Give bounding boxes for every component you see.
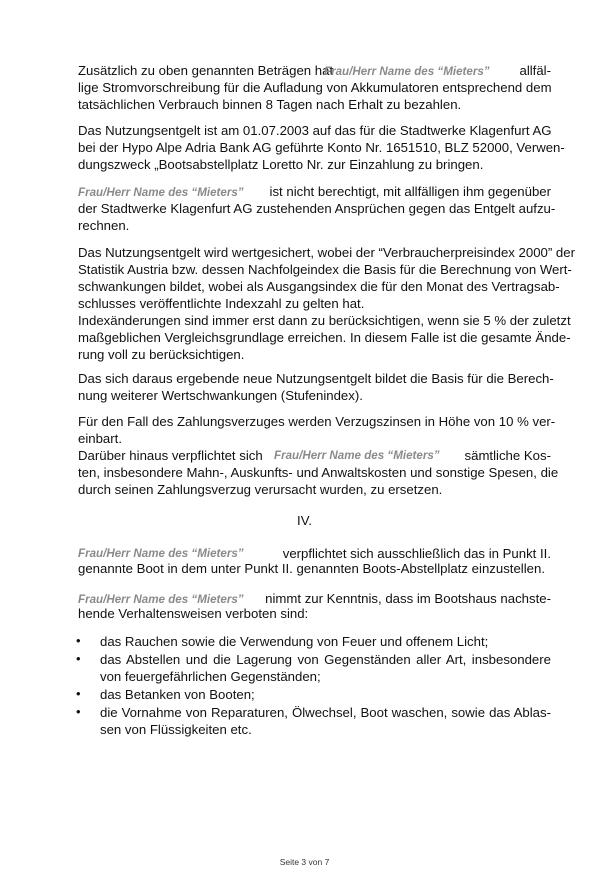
para4-line5: Indexänderungen sind immer erst dann zu berücksichtigen, wenn sie 5 % der zuletzt	[78, 313, 571, 328]
para6-text-start: Darüber hinaus verpflichtet sich	[78, 448, 263, 463]
para6-line3	[78, 447, 551, 464]
para7-text-end: verpflichtet sich ausschließlich das in Punkt II.	[282, 546, 551, 561]
para4-line2: Statistik Austria bzw. dessen Nachfolgeindex die Basis für die Berechnung von Wert-	[78, 262, 572, 277]
page-number: Seite 3 von 7	[279, 857, 330, 867]
list-item: das Rauchen sowie die Verwendung von Feuer und offenem Licht;	[100, 634, 489, 649]
tenant-name-placeholder: Frau/Herr Name des “Mieters”	[274, 449, 440, 462]
bullet-marker: •	[76, 633, 81, 648]
para8-text-end: nimmt zur Kenntnis, dass im Bootshaus nachste-	[265, 591, 551, 606]
para1-line2: lige Stromvorschreibung für die Aufladung von Akkumulatoren entsprechend dem	[78, 80, 552, 95]
para6-text-end: sämtliche Kos-	[464, 448, 551, 463]
para2-line3: dungszweck „Bootsabstellplatz Loretto Nr. zur Einzahlung zu bringen.	[78, 157, 484, 172]
para6-line4: ten, insbesondere Mahn-, Auskunfts- und Anwaltskosten und sonstige Spesen, die	[78, 465, 559, 480]
tenant-name-placeholder: Frau/Herr Name des “Mieters”	[78, 547, 244, 560]
tenant-name-placeholder: Frau/Herr Name des “Mieters”	[78, 593, 244, 606]
para7-line2: genannte Boot in dem unter Punkt II. genannten Boots-Abstellplatz einzustellen.	[78, 561, 545, 576]
para4-line3: schwankungen bildet, wobei als Ausgangsindex die für den Monat des Vertragsab-	[78, 279, 560, 294]
list-item-continuation: von feuergefährlichen Gegenständen;	[100, 669, 321, 684]
para4-line1: Das Nutzungsentgelt wird wertgesichert, wobei der “Verbraucherpreisindex 2000” der	[78, 245, 575, 260]
para5-line1: Das sich daraus ergebende neue Nutzungsentgelt bildet die Basis für die Berech-	[78, 371, 554, 386]
para2-line2: bei der Hypo Alpe Adria Bank AG geführte Konto Nr. 1651510, BLZ 52000, Verwen-	[78, 140, 565, 155]
bullet-marker: •	[76, 704, 81, 719]
para1-text-start: Zusätzlich zu oben genannten Beträgen hat	[78, 63, 334, 78]
para4-line6: maßgeblichen Vergleichsgrundlage erreichen. In diesem Falle ist die gesamte Ände-	[78, 330, 571, 345]
para6-line1: Für den Fall des Zahlungsverzuges werden Verzugszinsen in Höhe von 10 % ver-	[78, 414, 556, 429]
para1-line1	[78, 62, 551, 79]
list-item-continuation: sen von Flüssigkeiten etc.	[100, 722, 252, 737]
list-item: das Betanken von Booten;	[100, 687, 255, 702]
para4-line4: schlusses veröffentlichte Indexzahl zu gelten hat.	[78, 296, 365, 311]
tenant-name-placeholder: Frau/Herr Name des “Mieters”	[324, 65, 490, 78]
para1-text-end: allfäl-	[519, 63, 551, 78]
para3-line1	[78, 183, 551, 200]
list-item: die Vornahme von Reparaturen, Ölwechsel, Boot waschen, sowie das Ablas-	[100, 705, 551, 720]
list-item: das Abstellen und die Lagerung von Gegenständen aller Art, insbesondere	[100, 652, 551, 667]
para4-line7: rung voll zu berücksichtigen.	[78, 347, 245, 362]
para3-line3: rechnen.	[78, 218, 130, 233]
para3-line2: der Stadtwerke Klagenfurt AG zustehenden Ansprüchen gegen das Entgelt aufzu-	[78, 201, 556, 216]
section-heading: IV.	[297, 513, 312, 528]
para1-line3: tatsächlichen Verbrauch binnen 8 Tagen nach Erhalt zu bezahlen.	[78, 97, 462, 112]
para8-line2: hende Verhaltensweisen verboten sind:	[78, 606, 309, 621]
para6-line2: einbart.	[78, 431, 122, 446]
tenant-name-placeholder: Frau/Herr Name des “Mieters”	[78, 186, 244, 199]
para3-text-end: ist nicht berechtigt, mit allfälligen ihm gegenüber	[269, 184, 551, 199]
para2-line1: Das Nutzungsentgelt ist am 01.07.2003 auf das für die Stadtwerke Klagenfurt AG	[78, 123, 552, 138]
bullet-marker: •	[76, 651, 81, 666]
para6-line5: durch seinen Zahlungsverzug verursacht wurden, zu ersetzen.	[78, 482, 443, 497]
para5-line2: nung weiterer Wertschwankungen (Stufenindex).	[78, 388, 363, 403]
bullet-marker: •	[76, 686, 81, 701]
